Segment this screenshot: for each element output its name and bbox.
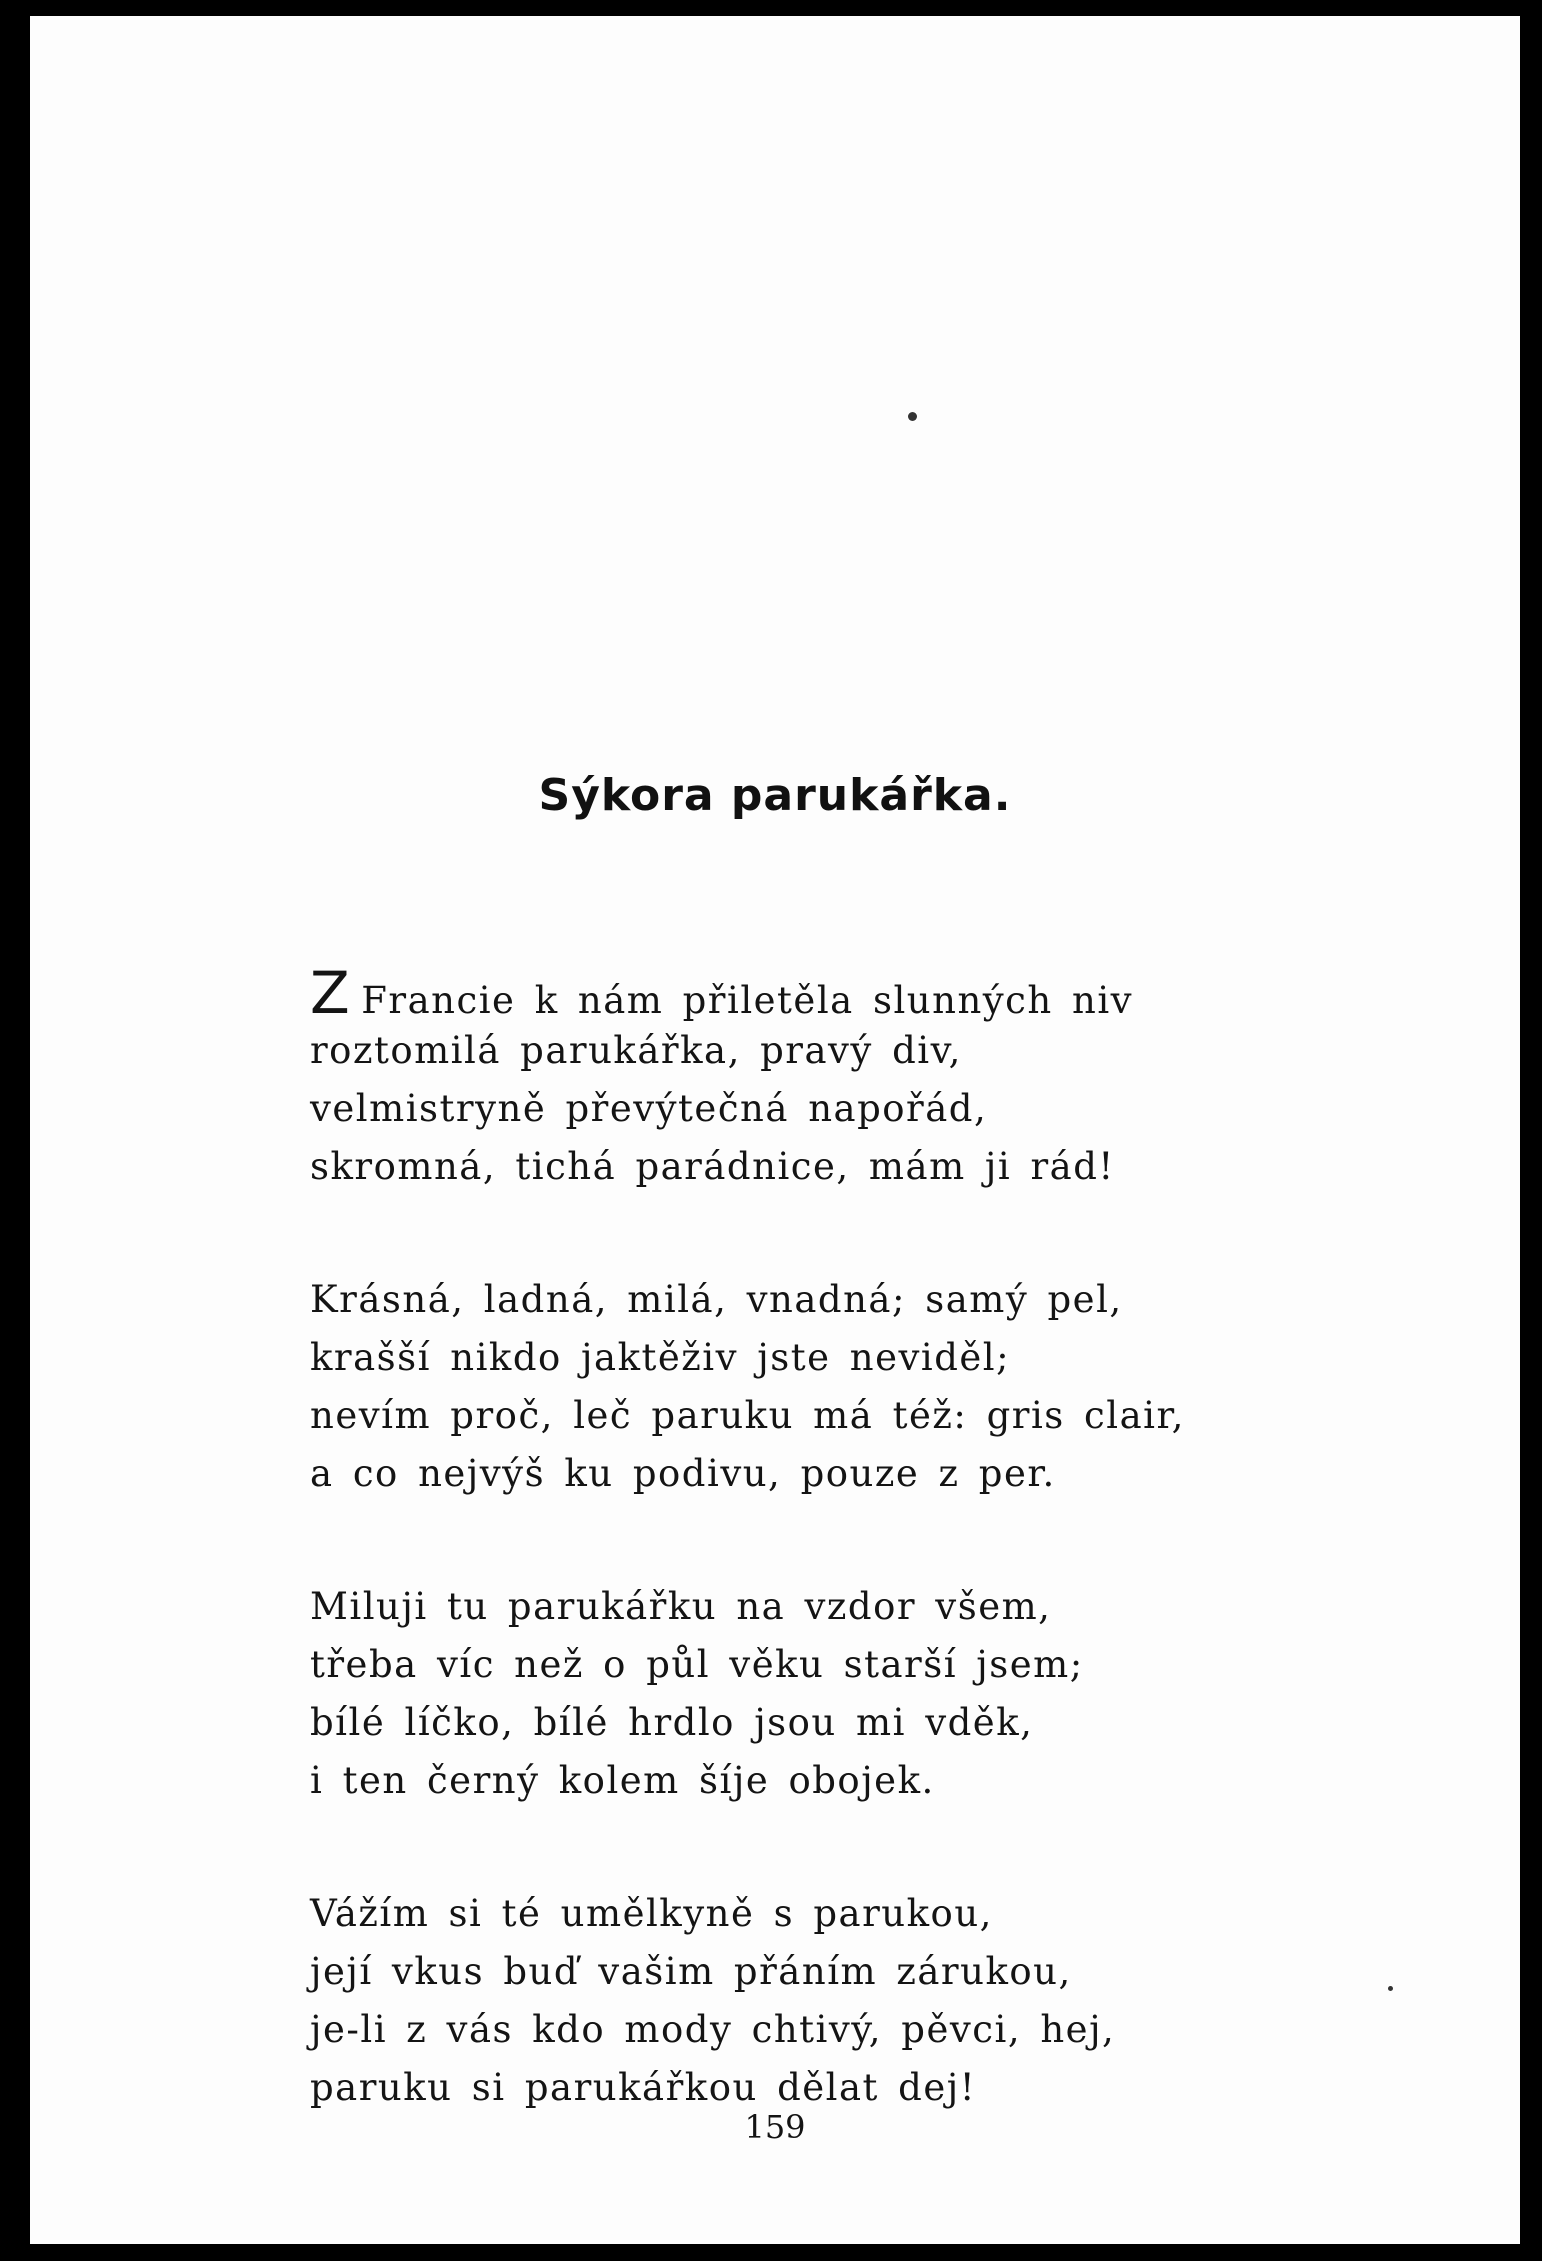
poem-line: roztomilá parukářka, pravý div, bbox=[310, 1029, 962, 1072]
poem-line: bílé líčko, bílé hrdlo jsou mi vděk, bbox=[310, 1701, 1034, 1744]
poem-title: Sýkora parukářka. bbox=[538, 770, 1012, 821]
stanza-1 bbox=[310, 959, 1460, 1196]
poem-line: je-li z vás kdo mody chtivý, pěvci, hej, bbox=[310, 2008, 1116, 2051]
poem-line: i ten černý kolem šíje obojek. bbox=[310, 1759, 935, 1802]
poem-line: nevím proč, leč paruku má též: gris clair, bbox=[310, 1394, 1185, 1437]
poem-line: Krásná, ladná, milá, vnadná; samý pel, bbox=[310, 1278, 1123, 1321]
book-page bbox=[30, 16, 1520, 2244]
poem-line: třeba víc než o půl věku starší jsem; bbox=[310, 1643, 1084, 1686]
poem-line: Vážím si té umělkyně s parukou, bbox=[310, 1892, 993, 1935]
poem-line: skromná, tichá parádnice, mám ji rád! bbox=[310, 1145, 1115, 1188]
poem-line: a co nejvýš ku podivu, pouze z per. bbox=[310, 1452, 1056, 1495]
poem-line: její vkus buď vašim přáním zárukou, bbox=[310, 1950, 1072, 1993]
stanza-4 bbox=[310, 1885, 1460, 2117]
poem-body bbox=[310, 959, 1460, 2192]
poem-line: krašší nikdo jaktěživ jste neviděl; bbox=[310, 1336, 1011, 1379]
ink-speck bbox=[908, 412, 917, 421]
stanza-2 bbox=[310, 1271, 1460, 1503]
first-line-text: Francie k nám přiletěla slunných niv bbox=[361, 979, 1134, 1022]
poem-line: paruku si parukářkou dělat dej! bbox=[310, 2066, 977, 2109]
stanza-3 bbox=[310, 1578, 1460, 1810]
page-number: 159 bbox=[744, 2108, 806, 2146]
poem-line bbox=[310, 959, 1460, 1027]
poem-line: Miluji tu parukářku na vzdor všem, bbox=[310, 1585, 1052, 1628]
poem-line: velmistryně převýtečná napořád, bbox=[310, 1087, 988, 1130]
initial-letter: Z bbox=[310, 959, 352, 1027]
scan-border-top bbox=[0, 0, 1542, 16]
